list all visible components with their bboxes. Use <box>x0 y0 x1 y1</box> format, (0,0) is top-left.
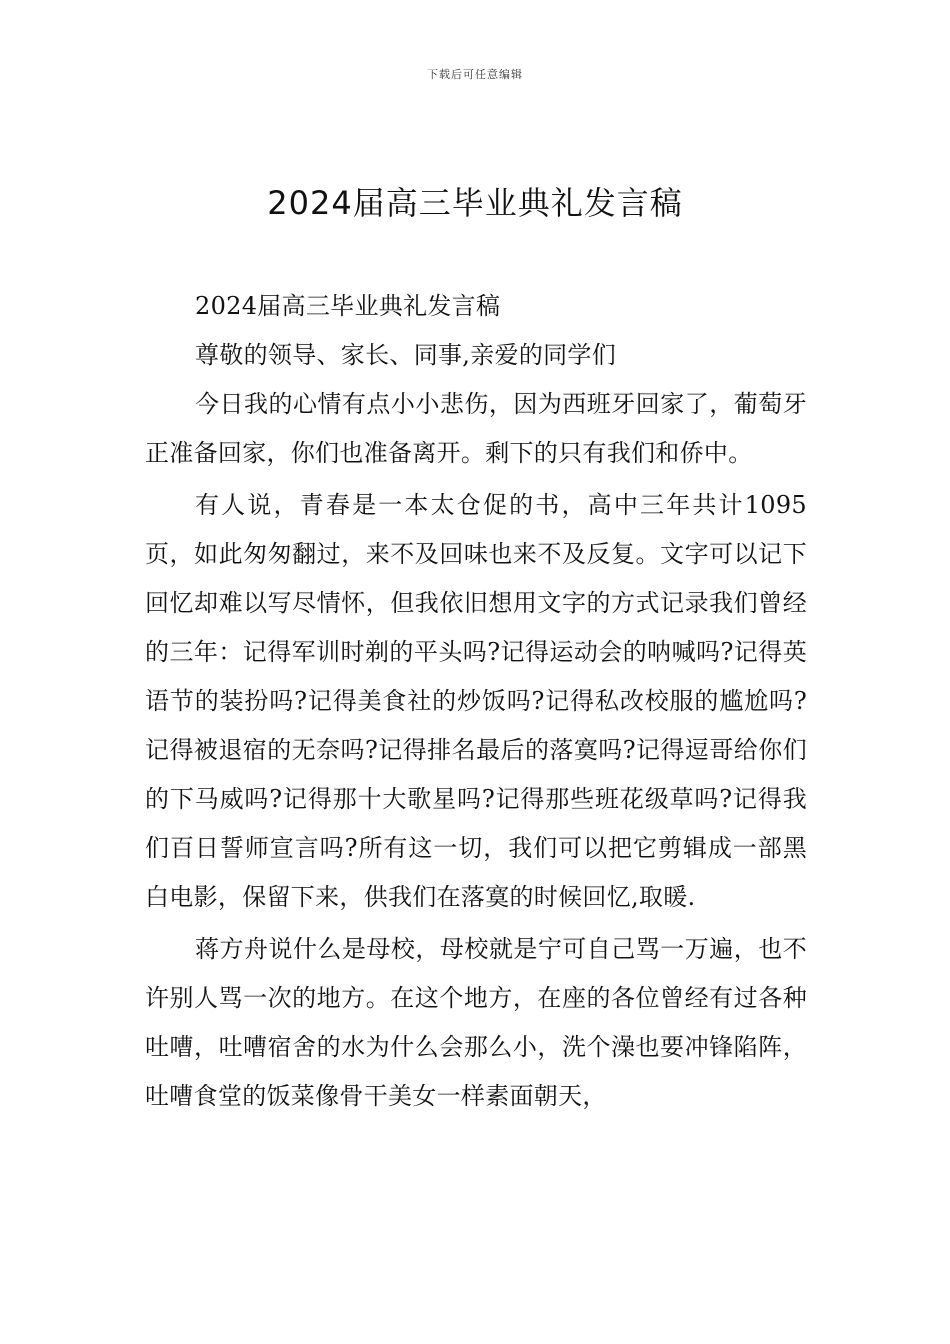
paragraph: 蒋方舟说什么是母校，母校就是宁可自己骂一万遍，也不许别人骂一次的地方。在这个地方，在座的各位曾经有过各种吐嘈，吐嘈宿舍的水为什么会那么小，洗个澡也要冲锋陷阵，吐嘈食堂的饭菜像骨干美女一样素面朝天， <box>145 935 807 1110</box>
document-title: 2024届高三毕业典礼发言稿 <box>267 184 683 222</box>
document-body <box>145 282 807 1121</box>
header-note: 下载后可任意编辑 <box>427 68 523 81</box>
paragraph-subtitle: 2024届高三毕业典礼发言稿 <box>195 292 501 320</box>
paragraph-salutation: 尊敬的领导、家长、同事,亲爱的同学们 <box>195 341 617 369</box>
paragraph: 有人说，青春是一本太仓促的书，高中三年共计1095页，如此匆匆翻过，来不及回味也来不及反复。文字可以记下回忆却难以写尽情怀，但我依旧想用文字的方式记录我们曾经的三年：记得军训时剃的平头吗?记得运动会的呐喊吗?记得英语节的装扮吗?记得美食社的炒饭吗?记得私改校服的尴尬吗?记得被退宿的无奈吗?记得排名最后的落寞吗?记得逗哥给你们的下马威吗?记得那十大歌星吗?记得那些班花级草吗?记得我们百日誓师宣言吗?所有这一切，我们可以把它剪辑成一部黑白电影，保留下来，供我们在落寞的时候回忆,取暖. <box>145 491 807 911</box>
paragraph: 今日我的心情有点小小悲伤，因为西班牙回家了，葡萄牙正准备回家，你们也准备离开。剩下的只有我们和侨中。 <box>145 390 807 467</box>
